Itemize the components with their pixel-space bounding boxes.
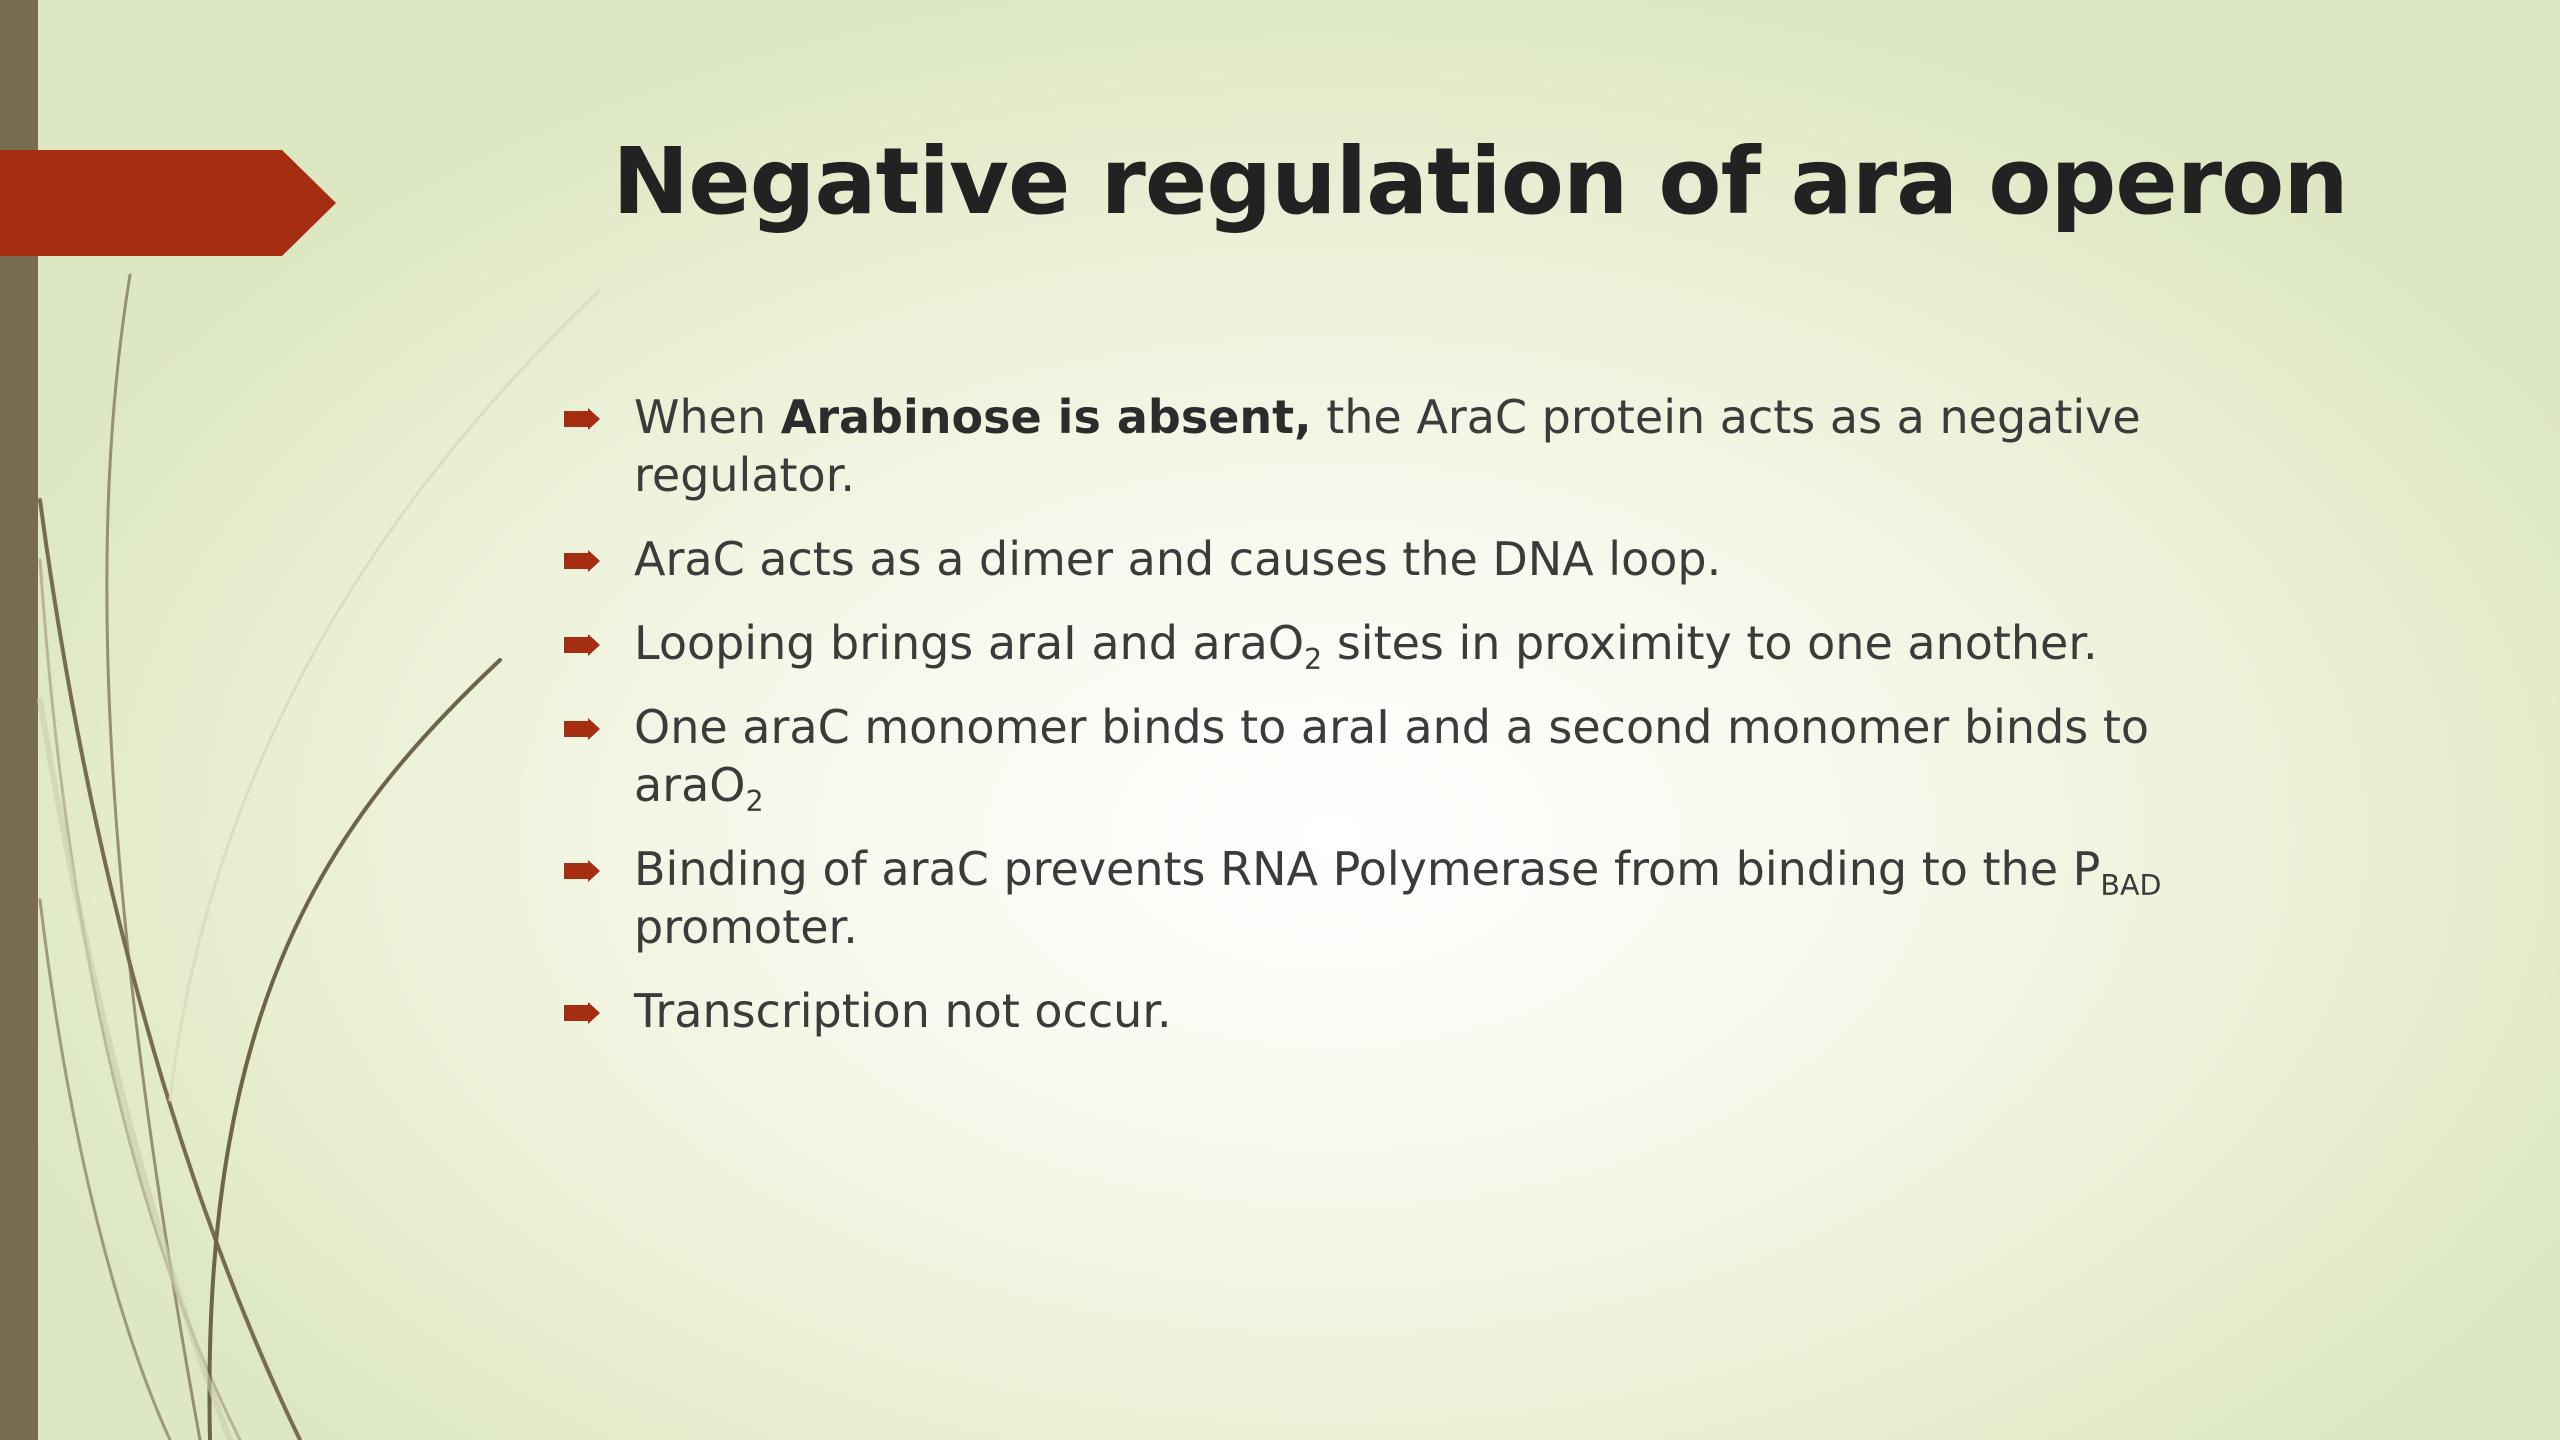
bullet-text: the AraC protein acts as a negative regulator. xyxy=(634,390,2141,502)
bullet-bold-text: Arabinose is absent, xyxy=(780,390,1312,444)
bullet-text: AraC acts as a dimer and causes the DNA loop. xyxy=(634,532,1722,586)
bullet-item xyxy=(560,840,2260,956)
subscript: 2 xyxy=(745,784,764,818)
subscript: BAD xyxy=(2100,868,2162,902)
slide-title: Negative regulation of ara operon xyxy=(612,128,2348,235)
arrow-bullet-icon xyxy=(564,408,600,430)
arrow-bullet-icon xyxy=(564,860,600,882)
bullet-text: Looping brings araI and araO xyxy=(634,616,1305,670)
subscript: 2 xyxy=(1304,642,1323,676)
bullet-text: Transcription not occur. xyxy=(634,984,1172,1038)
arrow-bullet-icon xyxy=(564,634,600,656)
arrow-bullet-icon xyxy=(564,718,600,740)
bullet-text: sites in proximity to one another. xyxy=(1322,616,2098,670)
bullet-text: Binding of araC prevents RNA Polymerase from binding to the P xyxy=(634,842,2101,896)
bullet-item xyxy=(560,614,2260,676)
bullet-item xyxy=(560,698,2260,818)
bullet-text: When xyxy=(634,390,781,444)
bullet-text: One araC monomer binds to araI and a second monomer binds to araO xyxy=(634,700,2150,812)
arrow-bullet-icon xyxy=(564,550,600,572)
bullet-item xyxy=(560,982,2260,1040)
bullet-text: promoter. xyxy=(634,900,858,954)
bullet-item xyxy=(560,530,2260,588)
bullet-item xyxy=(560,388,2260,504)
arrow-bullet-icon xyxy=(564,1002,600,1024)
arrow-banner xyxy=(0,150,336,256)
bullet-list xyxy=(560,388,2260,1066)
